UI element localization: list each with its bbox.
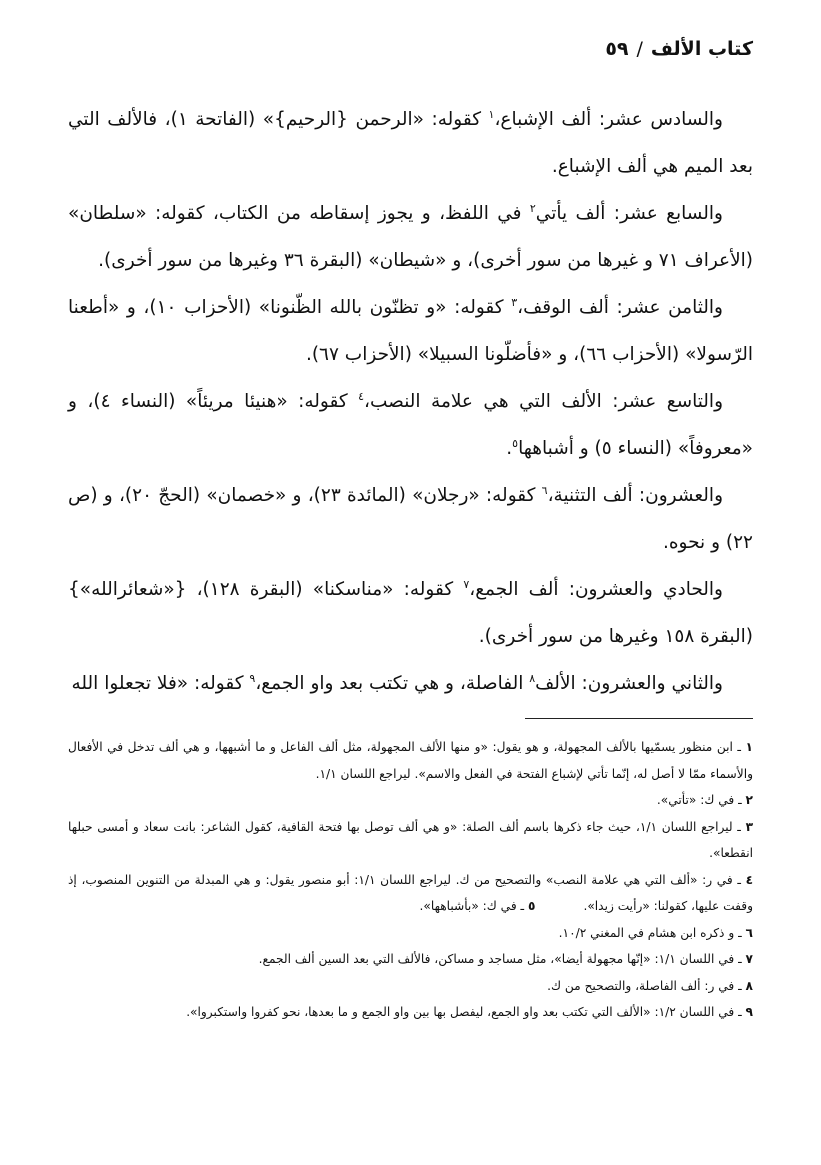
chapter-title: كتاب الألف: [650, 38, 753, 60]
paragraph-16: والسادس عشر: ألف الإشباع،$^١$ كقوله: «الرحمن {الرحيم}» (الفاتحة ١)، فالألف التي بعد الميم هي ألف الإشباع.: [68, 107, 753, 177]
footnote: ٤ ـ في ر: «ألف التي هي علامة النصب» والتصحيح من ك. ليراجع اللسان ١/١: أبو منصور يقول: و هي المبدلة من التنوين المنصوب، إذ وقفت عليها، كقولنا: «رأيت زيدا».٥ ـ في ك: «بأشباهها».: [68, 872, 754, 913]
footnote-divider: [525, 718, 753, 719]
footnote-ref[interactable]: ٥: [512, 436, 519, 450]
paragraph-21: والحادي والعشرون: ألف الجمع،$^٧$ كقوله: «مناسكنا» (البقرة ١٢٨)، {«شعائرالله»} (البقرة ١٥٨ وغيرها من سور أخرى).: [68, 577, 753, 647]
paragraph-20: والعشرون: ألف التثنية،$^٦$ كقوله: «رجلان» (المائدة ٢٣)، و «خصمان» (الحجّ ٢٠)، و (ص ٢٢) و نحوه.: [68, 483, 753, 553]
footnote: ٣ ـ ليراجع اللسان ١/١، حيث جاء ذكرها باسم ألف الصلة: «و هي ألف توصل بها فتحة القافية، كقول الشاعر: بانت سعاد و أمسى حبلها انقطعا».: [68, 819, 754, 860]
footnote: ٧ ـ في اللسان ١/١: «إنّها مجهولة أيضا»، مثل مساجد و مساكن، فالألف التي بعد السين ألف الجمع.: [258, 952, 753, 966]
running-header: [605, 38, 753, 60]
header-separator: /: [636, 38, 643, 60]
footnote-ref[interactable]: ٦: [541, 483, 548, 497]
footnote: ٩ ـ في اللسان ١/٢: «الألف التي تكتب بعد واو الجمع، ليفصل بها بين واو الجمع و ما بعدها، نحو كفروا واستكبروا».: [186, 1005, 753, 1019]
footnote-ref[interactable]: ٣: [511, 295, 518, 309]
page-number: ٥٩: [605, 38, 629, 60]
footnote-ref[interactable]: ١: [488, 107, 495, 121]
main-text: [68, 96, 753, 707]
paragraph-18: والثامن عشر: ألف الوقف،$^٣$ كقوله: «و تظنّون بالله الظّنونا» (الأحزاب ١٠)، و «أطعنا الرّسولا» (الأحزاب ٦٦)، و «فأضلّونا السبيلا» (الأحزاب ٦٧).: [68, 295, 753, 365]
footnote-ref[interactable]: ٧: [463, 577, 470, 591]
footnote-ref[interactable]: ٤: [358, 389, 365, 403]
footnote-ref[interactable]: ٩: [249, 671, 256, 685]
footnote-ref[interactable]: ٨: [529, 671, 536, 685]
paragraph-22: والثاني والعشرون: الألف$^٨$ الفاصلة، و هي تكتب بعد واو الجمع،$^٩$ كقوله: «فلا تجعلوا الله: [71, 671, 723, 694]
paragraph-17: والسابع عشر: ألف يأتي$^٢$ في اللفظ، و يجوز إسقاطه من الكتاب، كقوله: «سلطان» (الأعراف ٧١ و غيرها من سور أخرى)، و «شيطان» (البقرة ٣٦ وغيرها من سور أخرى).: [68, 201, 753, 271]
footnote: ١ ـ ابن منظور يسمّيها بالألف المجهولة، و هو يقول: «و منها الألف المجهولة، مثل ألف الفاعل و ما أشبهها، و هي ألف تدخل في الأفعال والأسماء ممّا لا أصل له، إنّما تأتي لإشباع الفتحة في الفعل والاسم». ليراجع اللسان ١/١.: [68, 740, 753, 781]
footnotes-section: [68, 734, 753, 1026]
footnote-ref[interactable]: ٢: [529, 201, 536, 215]
footnote: ٦ ـ و ذكره ابن هشام في المغني ١٠/٢.: [558, 925, 753, 940]
paragraph-19: والتاسع عشر: الألف التي هي علامة النصب،$^٤$ كقوله: «هنيئا مريئاً» (النساء ٤)، و «معروفاً» (النساء ٥) و أشباهها$^٥$.: [68, 389, 753, 459]
footnote: ٨ ـ في ر: ألف الفاصلة، والتصحيح من ك.: [547, 978, 753, 993]
footnote: ٢ ـ في ك: «تأتي».: [656, 793, 753, 807]
